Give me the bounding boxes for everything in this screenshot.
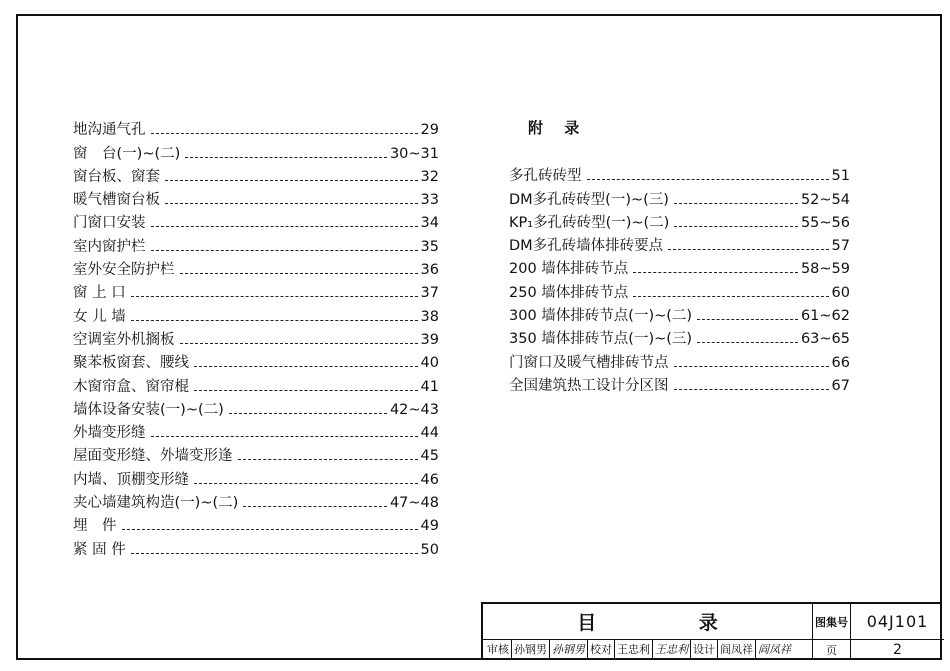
toc-entry-page: 40 — [420, 355, 439, 372]
toc-leader-dashes — [151, 133, 418, 134]
design-signature: 阎凤祥 — [758, 643, 791, 656]
toc-entry-title: 窗 上 口 — [73, 285, 126, 302]
toc-entry — [73, 396, 439, 419]
toc-entry — [509, 325, 850, 348]
toc-leader-dashes — [587, 179, 829, 180]
toc-entry — [73, 279, 439, 302]
toc-leader-dashes — [194, 483, 418, 484]
toc-entry — [73, 465, 439, 488]
toc-entry — [73, 209, 439, 232]
toc-entry-page: 58~59 — [800, 261, 850, 278]
toc-entry-title: KP₁多孔砖砖型(一)~(二) — [509, 214, 670, 231]
toc-leader-dashes — [131, 296, 418, 297]
toc-entry-title: 屋面变形缝、外墙变形逢 — [73, 448, 233, 465]
toc-entry-title: 空调室外机搁板 — [73, 331, 175, 348]
toc-entry — [509, 209, 850, 232]
toc-leader-dashes — [194, 366, 418, 367]
toc-entry-page: 37 — [420, 285, 439, 302]
toc-entry — [509, 348, 850, 371]
toc-leader-dashes — [674, 366, 829, 367]
toc-entry — [73, 512, 439, 535]
signature-row — [483, 640, 813, 660]
toc-entry — [73, 139, 439, 162]
review-signature: 孙钢男 — [550, 640, 588, 660]
toc-entry-title: 门窗口及暖气槽排砖节点 — [509, 354, 669, 371]
toc-entry-page: 41 — [420, 378, 439, 395]
check-name: 王忠利 — [615, 640, 653, 660]
check-signature: 王忠利 — [653, 640, 691, 660]
check-label: 校对 — [588, 640, 615, 660]
toc-leader-dashes — [151, 226, 418, 227]
toc-entry-title: 暖气槽窗台板 — [73, 192, 160, 209]
toc-leader-dashes — [633, 272, 798, 273]
toc-right-column — [509, 162, 850, 395]
toc-entry-page: 34 — [420, 215, 439, 232]
toc-entry — [73, 326, 439, 349]
toc-entry-title: DM多孔砖砖型(一)~(三) — [509, 191, 669, 208]
title-block-title: 目 录 — [483, 604, 813, 640]
toc-entry — [509, 278, 850, 301]
toc-entry-page: 44 — [420, 425, 439, 442]
toc-entry — [73, 163, 439, 186]
appendix-heading: 附 录 — [528, 119, 588, 137]
toc-entry-title: 女 儿 墙 — [73, 308, 126, 325]
toc-entry-page: 33 — [420, 192, 439, 209]
toc-entry-page: 47~48 — [389, 495, 439, 512]
toc-entry-title: 内墙、顶棚变形缝 — [73, 471, 189, 488]
atlas-number: 04J101 — [851, 604, 944, 640]
toc-leader-dashes — [151, 250, 418, 251]
toc-entry — [509, 162, 850, 185]
toc-leader-dashes — [633, 296, 828, 297]
toc-entry-title: 木窗帘盒、窗帘棍 — [73, 378, 189, 395]
toc-leader-dashes — [131, 320, 418, 321]
toc-leader-dashes — [674, 389, 829, 390]
toc-entry-title: 外墙变形缝 — [73, 425, 146, 442]
toc-entry-title: 室外安全防护栏 — [73, 262, 175, 279]
toc-leader-dashes — [697, 342, 798, 343]
toc-entry — [73, 535, 439, 558]
toc-entry-page: 46 — [420, 471, 439, 488]
toc-entry-page: 29 — [420, 122, 439, 139]
review-label: 审核 — [485, 640, 512, 660]
toc-leader-dashes — [180, 273, 418, 274]
toc-entry-title: 窗台板、窗套 — [73, 168, 160, 185]
toc-entry — [73, 302, 439, 325]
toc-entry-page: 57 — [831, 238, 850, 255]
toc-entry-page: 67 — [831, 377, 850, 394]
toc-leader-dashes — [122, 529, 418, 530]
toc-entry-page: 32 — [420, 168, 439, 185]
design-name: 阎凤祥 — [718, 640, 756, 660]
toc-entry — [73, 442, 439, 465]
toc-entry-page: 52~54 — [800, 191, 850, 208]
toc-entry-title: 多孔砖砖型 — [509, 168, 582, 185]
review-name: 孙钢男 — [512, 640, 550, 660]
toc-entry-page: 30~31 — [389, 145, 439, 162]
toc-entry-page: 36 — [420, 262, 439, 279]
toc-entry-page: 63~65 — [800, 331, 850, 348]
toc-leader-dashes — [185, 157, 387, 158]
toc-leader-dashes — [194, 390, 418, 391]
toc-entry-title: 地沟通气孔 — [73, 122, 146, 139]
toc-leader-dashes — [229, 413, 387, 414]
toc-entry — [509, 232, 850, 255]
toc-entry-page: 35 — [420, 238, 439, 255]
toc-entry-page: 60 — [831, 284, 850, 301]
toc-entry-title: 250 墙体排砖节点 — [509, 284, 629, 301]
toc-entry-title: DM多孔砖墙体排砖要点 — [509, 238, 664, 255]
toc-entry — [73, 186, 439, 209]
toc-entry-page: 39 — [420, 331, 439, 348]
toc-leader-dashes — [674, 226, 798, 227]
toc-entry — [73, 232, 439, 255]
design-label: 设计 — [691, 640, 718, 660]
toc-entry-title: 350 墙体排砖节点(一)~(三) — [509, 331, 693, 348]
toc-entry-page: 50 — [420, 541, 439, 558]
toc-entry-page: 38 — [420, 308, 439, 325]
toc-entry-title: 300 墙体排砖节点(一)~(二) — [509, 308, 693, 325]
toc-entry — [509, 372, 850, 395]
toc-entry-page: 49 — [420, 518, 439, 535]
toc-entry-title: 全国建筑热工设计分区图 — [509, 377, 669, 394]
toc-entry-title: 墙体设备安装(一)~(二) — [73, 401, 224, 418]
toc-entry-page: 66 — [831, 354, 850, 371]
toc-entry-page: 45 — [420, 448, 439, 465]
toc-entry — [509, 255, 850, 278]
atlas-number-label: 图集号 — [813, 604, 851, 640]
toc-left-column — [73, 116, 439, 559]
toc-entry — [73, 372, 439, 395]
toc-entry-page: 51 — [831, 168, 850, 185]
toc-entry — [509, 185, 850, 208]
toc-entry — [73, 489, 439, 512]
page-label: 页 — [813, 640, 851, 660]
toc-leader-dashes — [668, 249, 828, 250]
toc-entry-title: 窗 台(一)~(二) — [73, 145, 181, 162]
toc-leader-dashes — [238, 459, 418, 460]
toc-entry-title: 夹心墙建筑构造(一)~(二) — [73, 495, 239, 512]
toc-entry-title: 紧 固 件 — [73, 541, 126, 558]
toc-leader-dashes — [165, 180, 418, 181]
toc-entry — [73, 116, 439, 139]
toc-entry-page: 42~43 — [389, 401, 439, 418]
toc-entry-page: 55~56 — [800, 214, 850, 231]
toc-leader-dashes — [131, 553, 418, 554]
toc-leader-dashes — [151, 436, 418, 437]
title-block — [481, 602, 942, 660]
toc-leader-dashes — [674, 203, 798, 204]
toc-entry — [73, 349, 439, 372]
toc-entry-title: 200 墙体排砖节点 — [509, 261, 629, 278]
toc-entry-title: 聚苯板窗套、腰线 — [73, 355, 189, 372]
toc-entry-page: 61~62 — [800, 308, 850, 325]
toc-leader-dashes — [697, 319, 798, 320]
toc-entry — [73, 419, 439, 442]
toc-entry-title: 门窗口安装 — [73, 215, 146, 232]
toc-entry-title: 室内窗护栏 — [73, 238, 146, 255]
toc-entry — [73, 256, 439, 279]
toc-leader-dashes — [243, 506, 387, 507]
toc-entry-title: 埋 件 — [73, 518, 117, 535]
page-number: 2 — [893, 642, 902, 658]
toc-leader-dashes — [180, 343, 418, 344]
toc-entry — [509, 302, 850, 325]
toc-leader-dashes — [165, 203, 418, 204]
